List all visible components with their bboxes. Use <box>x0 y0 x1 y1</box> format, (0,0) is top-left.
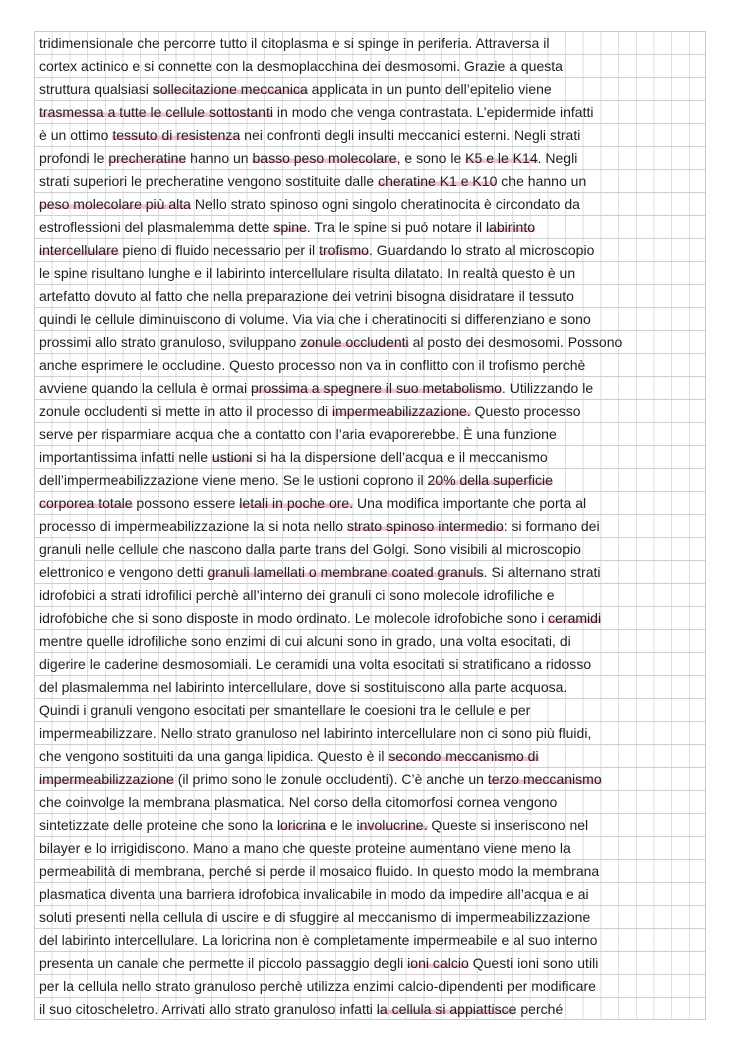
text-line <box>35 676 705 699</box>
highlighted-text: precheratine <box>108 150 187 166</box>
highlighted-text: sollecitazione meccanica <box>152 81 308 97</box>
text-segment: , e sono le <box>396 150 466 166</box>
text-line <box>35 423 705 446</box>
text-segment: idrofobici a strati idrofilici perchè all’interno dei granuli ci sono molecole idrofiliche e <box>39 587 555 603</box>
text-segment: elettronico e vengono detti <box>39 564 208 580</box>
text-segment: Questi ioni sono utili <box>468 955 599 971</box>
text-line <box>35 262 705 285</box>
highlighted-text: zonule occludenti <box>300 334 409 350</box>
highlighted-text: 20% della superficie <box>427 472 553 488</box>
text-segment: è un ottimo <box>39 127 113 143</box>
text-segment: cortex actinico e si connette con la desmoplacchina dei desmosomi. Grazie a questa <box>39 58 563 74</box>
text-line <box>35 998 705 1021</box>
text-segment: processo di impermeabilizzazione la si nota nello <box>39 518 347 534</box>
text-segment: sintetizzate delle proteine che sono la <box>39 817 277 833</box>
text-line <box>35 929 705 952</box>
text-line <box>35 722 705 745</box>
text-segment: struttura qualsiasi <box>39 81 153 97</box>
text-segment: Questo processo <box>470 403 581 419</box>
text-segment: idrofobiche che si sono disposte in modo ordinato. Le molecole idrofobiche sono i <box>39 610 549 626</box>
text-line <box>35 538 705 561</box>
text-line <box>35 216 705 239</box>
text-segment: e le <box>326 817 357 833</box>
highlighted-text: impermeabilizzazione. <box>332 403 471 419</box>
text-segment: granuli nelle cellule che nascono dalla parte trans del Golgi. Sono visibili al microscopio <box>39 541 581 557</box>
text-segment: : si formano dei <box>503 518 600 534</box>
text-line <box>35 814 705 837</box>
highlighted-text: involucrine. <box>356 817 428 833</box>
highlighted-text: spine <box>273 219 307 235</box>
text-line <box>35 906 705 929</box>
text-segment: perché <box>516 1001 564 1017</box>
text-line <box>35 78 705 101</box>
highlighted-text: basso peso molecolare <box>252 150 397 166</box>
text-segment: avviene quando la cellula è ormai <box>39 380 251 396</box>
highlighted-text: terzo meccanismo <box>487 771 602 787</box>
highlighted-text: cheratine K1 e K10 <box>378 173 498 189</box>
text-segment: in modo che venga contrastata. L’epidermide infatti <box>272 104 594 120</box>
highlighted-text: tessuto di resistenza <box>112 127 241 143</box>
text-line <box>35 561 705 584</box>
highlighted-text: ceramidi <box>548 610 602 626</box>
text-segment: impermeabilizzare. Nello strato granuloso nel labirinto intercellulare non ci sono più fluidi, <box>39 725 592 741</box>
text-line <box>35 630 705 653</box>
text-line <box>35 147 705 170</box>
text-segment: Una modifica importante che porta al <box>353 495 587 511</box>
text-line <box>35 331 705 354</box>
text-line <box>35 515 705 538</box>
text-line <box>35 791 705 814</box>
text-segment: (il primo sono le zonule occludenti). C’è anche un <box>173 771 488 787</box>
text-segment: . Si alternano strati <box>483 564 601 580</box>
text-line <box>35 377 705 400</box>
text-segment: . Guardando lo strato al microscopio <box>368 242 595 258</box>
highlighted-text: granuli lamellati o membrane coated granuls <box>207 564 484 580</box>
text-line <box>35 492 705 515</box>
text-segment: quindi le cellule diminuiscono di volume. Via via che i cheratinociti si differenziano e sono <box>39 311 591 327</box>
highlighted-text: intercellulare <box>39 242 119 258</box>
text-line <box>35 239 705 262</box>
highlighted-text: ioni calcio <box>407 955 469 971</box>
highlighted-text: letali in poche ore. <box>239 495 354 511</box>
text-line <box>35 285 705 308</box>
text-segment: del plasmalemma nel labirinto intercellulare, dove si sostituiscono alla parte acquosa. <box>39 679 568 695</box>
text-segment: artefatto dovuto al fatto che nella preparazione dei vetrini bisogna disidratare il tessuto <box>39 288 574 304</box>
text-segment: digerire le caderine desmosomiali. Le ceramidi una volta esocitati si stratificano a ridosso <box>39 656 592 672</box>
text-line <box>35 883 705 906</box>
text-line <box>35 768 705 791</box>
text-segment: permeabilità di membrana, perché si perde il mosaico fluido. In questo modo la membrana <box>39 863 600 879</box>
text-segment: del labirinto intercellulare. La loricrina non è completamente impermeabile e al suo interno <box>39 932 598 948</box>
text-line <box>35 952 705 975</box>
text-segment: plasmatica diventa una barriera idrofobica invalicabile in modo da impedire all’acqua e ai <box>39 886 589 902</box>
text-segment: le spine risultano lunghe e il labirinto intercellulare risulta dilatato. In realtà questo è un <box>39 265 576 281</box>
text-segment: hanno un <box>186 150 253 166</box>
text-line <box>35 170 705 193</box>
grid-paper-page <box>34 31 706 1020</box>
highlighted-text: labirinto <box>485 219 536 235</box>
highlighted-text: impermeabilizzazione <box>39 771 174 787</box>
text-segment: possono essere <box>132 495 240 511</box>
highlighted-text: K5 e le K14 <box>465 150 538 166</box>
text-line <box>35 101 705 124</box>
text-segment: mentre quelle idrofiliche sono enzimi di cui alcuni sono in grado, una volta esocitati, di <box>39 633 571 649</box>
text-segment: . Negli <box>537 150 578 166</box>
text-line <box>35 653 705 676</box>
text-segment: . Utilizzando le <box>501 380 594 396</box>
text-line <box>35 400 705 423</box>
text-segment: strati superiori le precheratine vengono sostituite dalle <box>39 173 379 189</box>
highlighted-text: secondo meccanismo di <box>388 748 539 764</box>
text-segment: al posto dei desmosomi. Possono <box>408 334 623 350</box>
text-segment: Quindi i granuli vengono esocitati per smantellare le coesioni tra le cellule e per <box>39 702 531 718</box>
text-line <box>35 55 705 78</box>
text-line <box>35 469 705 492</box>
highlighted-text: trofismo <box>319 242 369 258</box>
highlighted-text: ustioni <box>211 449 253 465</box>
text-line <box>35 124 705 147</box>
highlighted-text: corporea totale <box>39 495 133 511</box>
text-line <box>35 446 705 469</box>
text-segment: per la cellula nello strato granuloso perchè utilizza enzimi calcio-dipendenti per modificare <box>39 978 596 994</box>
highlighted-text: la cellula si appiattisce <box>376 1001 517 1017</box>
text-segment: che coinvolge la membrana plasmatica. Nel corso della citomorfosi cornea vengono <box>39 794 558 810</box>
text-segment: profondi le <box>39 150 109 166</box>
highlighted-text: peso molecolare più alta <box>39 196 191 212</box>
text-segment: serve per risparmiare acqua che a contatto con l’aria evaporerebbe. È una funzione <box>39 426 557 442</box>
text-segment: nei confronti degli insulti meccanici esterni. Negli strati <box>240 127 581 143</box>
text-segment: dell’impermeabilizzazione viene meno. Se le ustioni coprono il <box>39 472 428 488</box>
text-segment: tridimensionale che percorre tutto il citoplasma e si spinge in periferia. Attraversa il <box>39 35 550 51</box>
text-segment: si ha la dispersione dell’acqua e il meccanismo <box>252 449 548 465</box>
text-segment: il suo citoscheletro. Arrivati allo strato granuloso infatti <box>39 1001 377 1017</box>
text-line <box>35 975 705 998</box>
text-segment: che hanno un <box>497 173 587 189</box>
text-segment: importantissima infatti nelle <box>39 449 212 465</box>
text-segment: soluti presenti nella cellula di uscire e di sfuggire al meccanismo di impermeabilizzazione <box>39 909 591 925</box>
highlighted-text: strato spinoso intermedio <box>346 518 504 534</box>
text-line <box>35 699 705 722</box>
text-line <box>35 308 705 331</box>
text-segment: pieno di fluido necessario per il <box>118 242 320 258</box>
text-line <box>35 860 705 883</box>
text-line <box>35 745 705 768</box>
text-segment: che vengono sostituiti da una ganga lipidica. Questo è il <box>39 748 389 764</box>
text-segment: bilayer e lo irrigidiscono. Mano a mano che queste proteine aumentano viene meno la <box>39 840 571 856</box>
text-line <box>35 193 705 216</box>
text-line <box>35 32 705 55</box>
text-segment: presenta un canale che permette il piccolo passaggio degli <box>39 955 408 971</box>
text-segment: estroflessioni del plasmalemma dette <box>39 219 274 235</box>
text-segment: anche esprimere le occludine. Questo processo non va in conflitto con il trofismo perchè <box>39 357 586 373</box>
text-line <box>35 584 705 607</box>
text-line <box>35 607 705 630</box>
text-segment: Queste si inseriscono nel <box>427 817 589 833</box>
text-line <box>35 354 705 377</box>
text-line <box>35 837 705 860</box>
text-segment: . Tra le spine si puó notare il <box>306 219 486 235</box>
text-segment: applicata in un punto dell’epitelio viene <box>307 81 552 97</box>
highlighted-text: trasmessa a tutte le cellule sottostanti <box>39 104 273 120</box>
text-segment: zonule occludenti si mette in atto il processo di <box>39 403 333 419</box>
highlighted-text: loricrina <box>276 817 327 833</box>
highlighted-text: prossima a spegnere il suo metabolismo <box>251 380 502 396</box>
text-segment: Nello strato spinoso ogni singolo cheratinocita è circondato da <box>190 196 580 212</box>
text-segment: prossimi allo strato granuloso, sviluppano <box>39 334 301 350</box>
